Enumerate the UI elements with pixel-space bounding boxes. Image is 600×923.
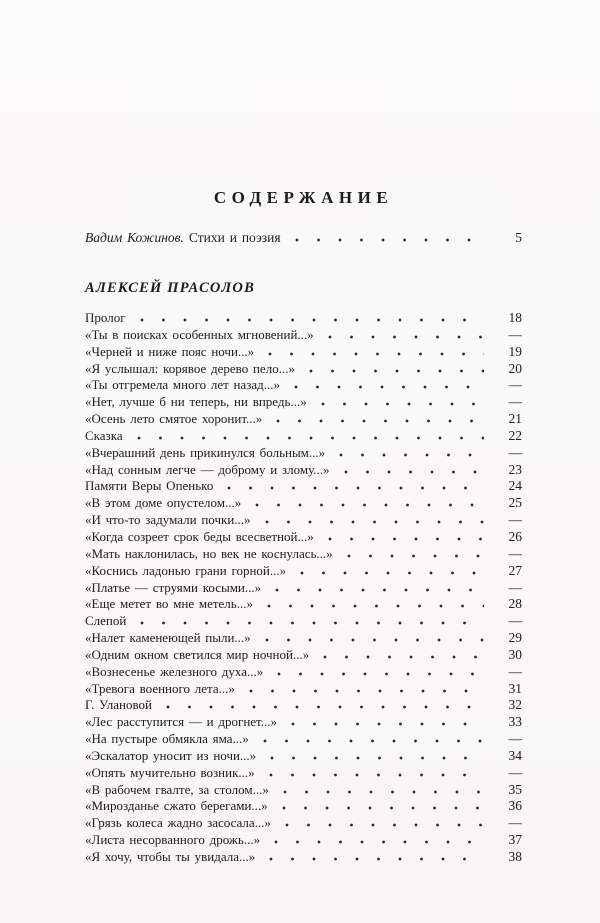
toc-row	[85, 310, 522, 327]
toc-row	[85, 529, 522, 546]
toc-item-page: 36	[508, 798, 522, 814]
toc-item-page: 20	[508, 360, 522, 376]
toc-row	[85, 563, 522, 580]
toc-row	[85, 462, 522, 479]
dot-leader	[278, 806, 484, 810]
toc-item-page: 35	[508, 781, 522, 797]
intro-entry	[85, 230, 522, 246]
toc-item-page: 22	[508, 427, 522, 443]
dot-leader	[340, 470, 484, 474]
toc-row	[85, 647, 522, 664]
dot-leader	[271, 588, 484, 592]
toc-item-title: «Осень лето смятое хоронит...»	[85, 411, 263, 427]
toc-item-page: 19	[508, 343, 522, 359]
dot-leader	[136, 318, 484, 322]
toc-item-page: 27	[508, 562, 522, 578]
toc-row	[85, 478, 522, 495]
dot-leader	[263, 604, 484, 608]
toc-row	[85, 849, 522, 866]
toc-item-title: «Я услышал: корявое дерево пело...»	[85, 360, 295, 376]
toc-item-page: —	[508, 663, 522, 679]
toc-item-page: —	[508, 815, 522, 831]
toc-item-page: —	[508, 613, 522, 629]
dot-leader	[136, 621, 484, 625]
intro-page-number: 5	[515, 230, 522, 245]
toc-row	[85, 445, 522, 462]
toc-row	[85, 361, 522, 378]
dot-leader	[317, 402, 484, 406]
toc-item-title: «И что-то задумали почки...»	[85, 512, 251, 528]
page-title: СОДЕРЖАНИЕ	[213, 188, 394, 207]
toc-row	[85, 411, 522, 428]
toc-row	[85, 681, 522, 698]
toc-item-title: «Когда созреет срок беды всесветной...»	[85, 528, 314, 544]
toc-item-page: 28	[508, 596, 522, 612]
dot-leader	[266, 756, 484, 760]
toc-item-title: «Мирозданье сжато берегами...»	[85, 798, 268, 814]
toc-item-page: —	[508, 545, 522, 561]
toc-item-page: —	[508, 579, 522, 595]
toc-item-title: «Я хочу, чтобы ты увидала...»	[85, 849, 256, 864]
dot-leader	[319, 655, 484, 659]
dot-leader	[265, 773, 484, 777]
toc-item-page: 31	[508, 680, 522, 696]
dot-leader	[261, 638, 484, 642]
toc-item-page: —	[508, 512, 522, 528]
dot-leader	[264, 352, 484, 356]
toc-item-title: «Тревога военного лета...»	[85, 680, 235, 696]
toc-row	[85, 731, 522, 748]
intro-title: Стихи и поэзия	[188, 230, 281, 245]
toc-row	[85, 748, 522, 765]
toc-row	[85, 495, 522, 512]
toc-item-title: Г. Улановой	[85, 697, 153, 713]
toc-item-title: «Листа несорванного дрожь...»	[85, 832, 261, 848]
toc-item-title: «Вчерашний день прикинулся больным...»	[85, 444, 326, 460]
toc-item-title: «Эскалатор уносит из ночи...»	[85, 747, 257, 763]
toc-row	[85, 580, 522, 597]
toc-row	[85, 815, 522, 832]
toc-row	[85, 798, 522, 815]
toc-row	[85, 327, 522, 344]
toc-item-page: —	[508, 326, 522, 342]
toc-item-title: «Грязь колеса жадно засосала...»	[85, 815, 271, 831]
dot-leader	[261, 520, 484, 524]
dot-leader	[290, 385, 484, 389]
toc-item-title: «Ты отгремела много лет назад...»	[85, 377, 281, 393]
toc-row	[85, 630, 522, 647]
intro-author: Вадим Кожинов.	[85, 230, 184, 245]
dot-leader	[296, 571, 484, 575]
dot-leader	[251, 503, 484, 507]
toc-row	[85, 714, 522, 731]
toc-item-page: 26	[508, 528, 522, 544]
toc-item-title: «Еще метет во мне метель...»	[85, 596, 253, 612]
toc-item-title: «В рабочем гвалте, за столом...»	[85, 781, 269, 797]
dot-leader	[335, 453, 484, 457]
section-header-author: АЛЕКСЕЙ ПРАСОЛОВ	[85, 280, 255, 296]
toc-item-page: 29	[508, 630, 522, 646]
toc-item-title: «Над сонным легче — доброму и злому...»	[85, 461, 330, 477]
dot-leader	[273, 672, 484, 676]
toc-item-title: «Одним окном светился мир ночной...»	[85, 646, 310, 662]
toc-item-page: 25	[508, 495, 522, 511]
dot-leader	[223, 486, 484, 490]
toc-item-title: «На пустыре обмякла яма...»	[85, 731, 249, 747]
dot-leader	[287, 722, 484, 726]
toc-item-title: «Лес расступится — и дрогнет...»	[85, 714, 277, 730]
toc-row	[85, 428, 522, 445]
toc-item-page: —	[508, 394, 522, 410]
toc-list	[85, 310, 522, 866]
toc-item-page: 32	[508, 697, 522, 713]
toc-item-page: —	[508, 731, 522, 747]
toc-item-page: —	[508, 764, 522, 780]
toc-item-title: «Ты в поисках особенных мгновений...»	[85, 326, 314, 342]
dot-leader	[245, 689, 484, 693]
toc-item-title: Памяти Веры Опенько	[85, 478, 214, 494]
dot-leader	[291, 238, 484, 242]
dot-leader	[343, 554, 484, 558]
toc-item-page: 23	[508, 461, 522, 477]
dot-leader	[162, 705, 484, 709]
toc-item-page: —	[508, 444, 522, 460]
toc-item-title: Слепой	[85, 613, 127, 629]
toc-row	[85, 697, 522, 714]
toc-row	[85, 546, 522, 563]
toc-item-page: 30	[508, 646, 522, 662]
toc-row	[85, 344, 522, 361]
toc-row	[85, 832, 522, 849]
toc-row	[85, 512, 522, 529]
toc-item-title: «Вознесенье железного духа...»	[85, 663, 264, 679]
toc-item-page: 33	[508, 714, 522, 730]
toc-item-page: 24	[508, 478, 522, 494]
toc-item-title: «Налет каменеющей пыли...»	[85, 630, 251, 646]
toc-item-title: «Опять мучительно возник...»	[85, 764, 255, 780]
toc-row	[85, 664, 522, 681]
toc-item-title: «Мать наклонилась, но век не коснулась...»	[85, 545, 333, 561]
toc-row	[85, 782, 522, 799]
toc-row	[85, 613, 522, 630]
toc-item-title: «Нет, лучше б ни теперь, ни впредь...»	[85, 394, 307, 410]
toc-item-page: 21	[508, 411, 522, 427]
dot-leader	[305, 369, 484, 373]
dot-leader	[281, 823, 484, 827]
toc-row	[85, 394, 522, 411]
toc-item-title: «Черней и ниже пояс ночи...»	[85, 343, 255, 359]
toc-item-page: 37	[508, 832, 522, 848]
dot-leader	[265, 857, 484, 861]
dot-leader	[272, 419, 484, 423]
toc-item-page: 18	[508, 310, 522, 325]
toc-row	[85, 765, 522, 782]
dot-leader	[133, 436, 484, 440]
toc-row	[85, 377, 522, 394]
toc-row	[85, 596, 522, 613]
dot-leader	[279, 790, 484, 794]
toc-item-page: 38	[508, 849, 522, 864]
toc-item-title: «Платье — струями косыми...»	[85, 579, 262, 595]
dot-leader	[270, 840, 484, 844]
toc-item-page: 34	[508, 747, 522, 763]
toc-item-title: Пролог	[85, 310, 126, 325]
dot-leader	[259, 739, 484, 743]
toc-item-page: —	[508, 377, 522, 393]
toc-item-title: Сказка	[85, 427, 123, 443]
dot-leader	[324, 335, 484, 339]
toc-item-title: «Коснись ладонью грани горной...»	[85, 562, 287, 578]
toc-item-title: «В этом доме опустелом...»	[85, 495, 242, 511]
dot-leader	[324, 537, 484, 541]
